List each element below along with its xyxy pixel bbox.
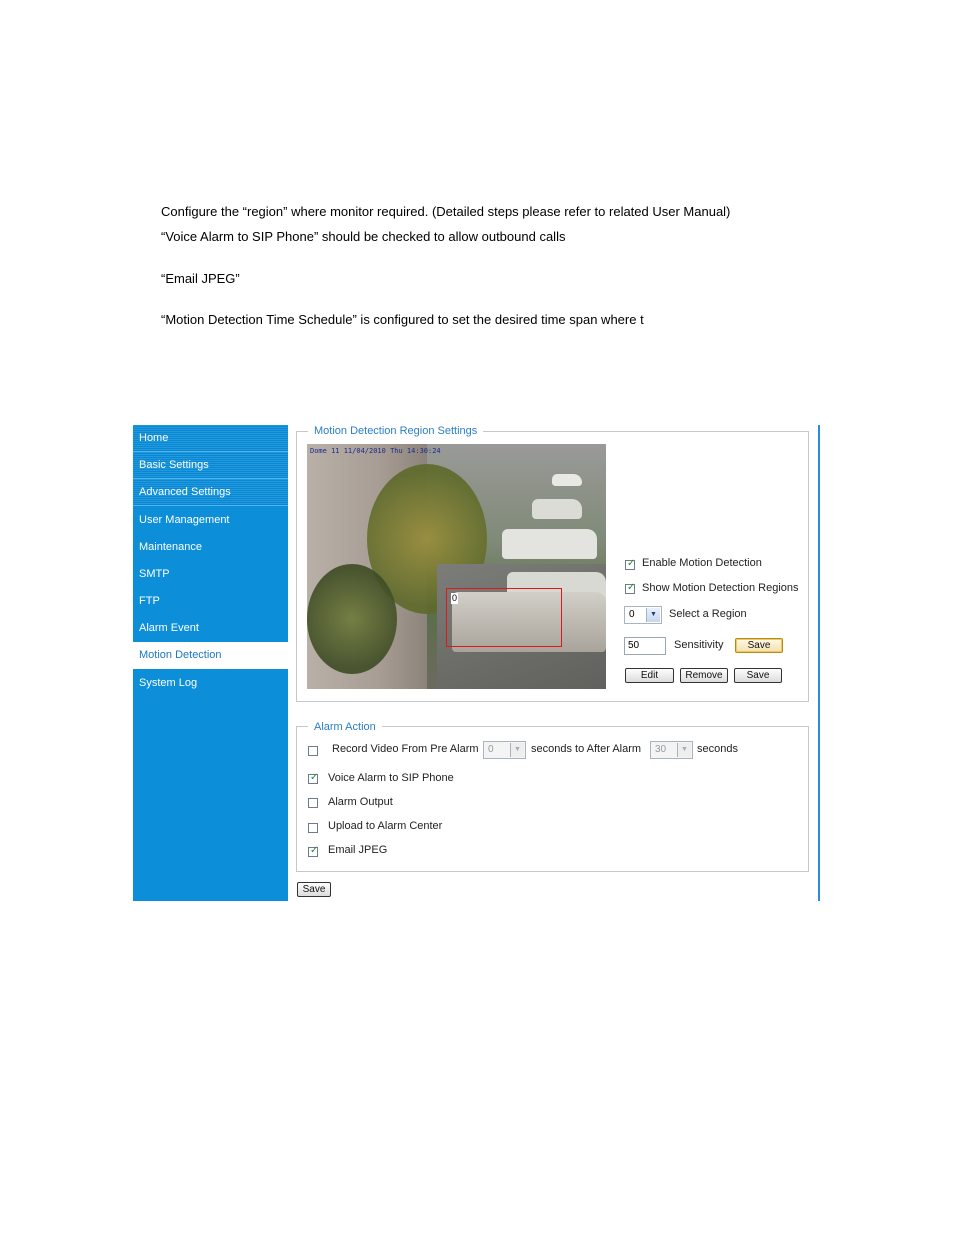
select-region-label: Select a Region	[669, 608, 747, 620]
show-regions-checkbox[interactable]	[625, 584, 635, 594]
sidebar-item-ftp[interactable]: FTP	[139, 595, 160, 607]
camera-preview[interactable]	[307, 444, 606, 689]
region-settings-legend: Motion Detection Region Settings	[308, 425, 483, 437]
instruction-voice-alarm: “Voice Alarm to SIP Phone” should be checked to allow outbound calls	[161, 229, 566, 244]
upload-alarm-center-checkbox[interactable]	[308, 823, 318, 833]
post-alarm-value: 30	[655, 744, 667, 755]
checkmark-icon: ✓	[310, 772, 319, 783]
sidebar-item-home[interactable]: Home	[133, 425, 288, 452]
sidebar-nav	[133, 425, 288, 901]
record-video-label: Record Video From Pre Alarm	[332, 743, 479, 755]
sidebar-item-alarm-event[interactable]: Alarm Event	[139, 622, 199, 634]
motion-region-label: 0	[452, 593, 458, 603]
instruction-region: Configure the “region” where monitor required. (Detailed steps please refer to related User Manual)	[161, 204, 731, 219]
pre-alarm-select[interactable]	[483, 741, 526, 759]
content-right-border	[818, 425, 820, 901]
upload-alarm-center-label: Upload to Alarm Center	[328, 820, 443, 832]
chevron-down-icon: ▼	[646, 608, 660, 622]
alarm-output-label: Alarm Output	[328, 796, 393, 808]
chevron-down-icon: ▼	[677, 743, 691, 757]
post-alarm-select[interactable]	[650, 741, 693, 759]
save-button[interactable]: Save	[297, 882, 331, 897]
sidebar-item-advanced-settings[interactable]: Advanced Settings	[133, 479, 288, 506]
after-alarm-label: seconds to After Alarm	[531, 743, 642, 755]
camera-timestamp: Dome 11 11/04/2010 Thu 14:30:24	[310, 447, 441, 455]
email-jpeg-checkbox[interactable]	[308, 847, 318, 857]
seconds-label: seconds	[697, 743, 738, 755]
sensitivity-save-button[interactable]: Save	[735, 638, 783, 653]
edit-region-button[interactable]: Edit	[625, 668, 674, 683]
remove-region-button[interactable]: Remove	[680, 668, 728, 683]
enable-motion-detection-label: Enable Motion Detection	[642, 557, 762, 569]
save-region-button[interactable]: Save	[734, 668, 782, 683]
chevron-down-icon: ▼	[510, 743, 524, 757]
voice-alarm-label: Voice Alarm to SIP Phone	[328, 772, 454, 784]
sidebar-item-motion-detection[interactable]: Motion Detection	[133, 642, 288, 669]
parked-car	[552, 474, 582, 486]
sidebar-item-system-log[interactable]: System Log	[139, 677, 198, 689]
sidebar-item-smtp[interactable]: SMTP	[139, 568, 170, 580]
show-regions-label: Show Motion Detection Regions	[642, 582, 799, 594]
sidebar-item-user-management[interactable]: User Management	[139, 514, 230, 526]
parked-car	[502, 529, 597, 559]
instruction-email-jpeg: “Email JPEG”	[161, 271, 240, 286]
checkmark-icon: ✓	[310, 845, 319, 856]
motion-region-box[interactable]	[446, 588, 562, 647]
pre-alarm-value: 0	[488, 744, 494, 755]
sidebar-item-basic-settings[interactable]: Basic Settings	[133, 452, 288, 479]
record-video-checkbox[interactable]	[308, 746, 318, 756]
sensitivity-input[interactable]: 50	[624, 637, 666, 655]
checkmark-icon: ✓	[627, 582, 636, 593]
email-jpeg-label: Email JPEG	[328, 844, 388, 856]
alarm-output-checkbox[interactable]	[308, 798, 318, 808]
enable-motion-detection-checkbox[interactable]	[625, 560, 635, 570]
instruction-time-schedule: “Motion Detection Time Schedule” is configured to set the desired time span where t	[161, 312, 644, 327]
region-select-value: 0	[629, 609, 635, 620]
sidebar-item-maintenance[interactable]: Maintenance	[139, 541, 202, 553]
shrub-foliage	[307, 564, 397, 674]
sensitivity-label: Sensitivity	[674, 639, 724, 651]
alarm-action-legend: Alarm Action	[308, 721, 382, 733]
voice-alarm-checkbox[interactable]	[308, 774, 318, 784]
checkmark-icon: ✓	[627, 558, 636, 569]
parked-car	[532, 499, 582, 519]
region-select[interactable]	[624, 606, 662, 624]
